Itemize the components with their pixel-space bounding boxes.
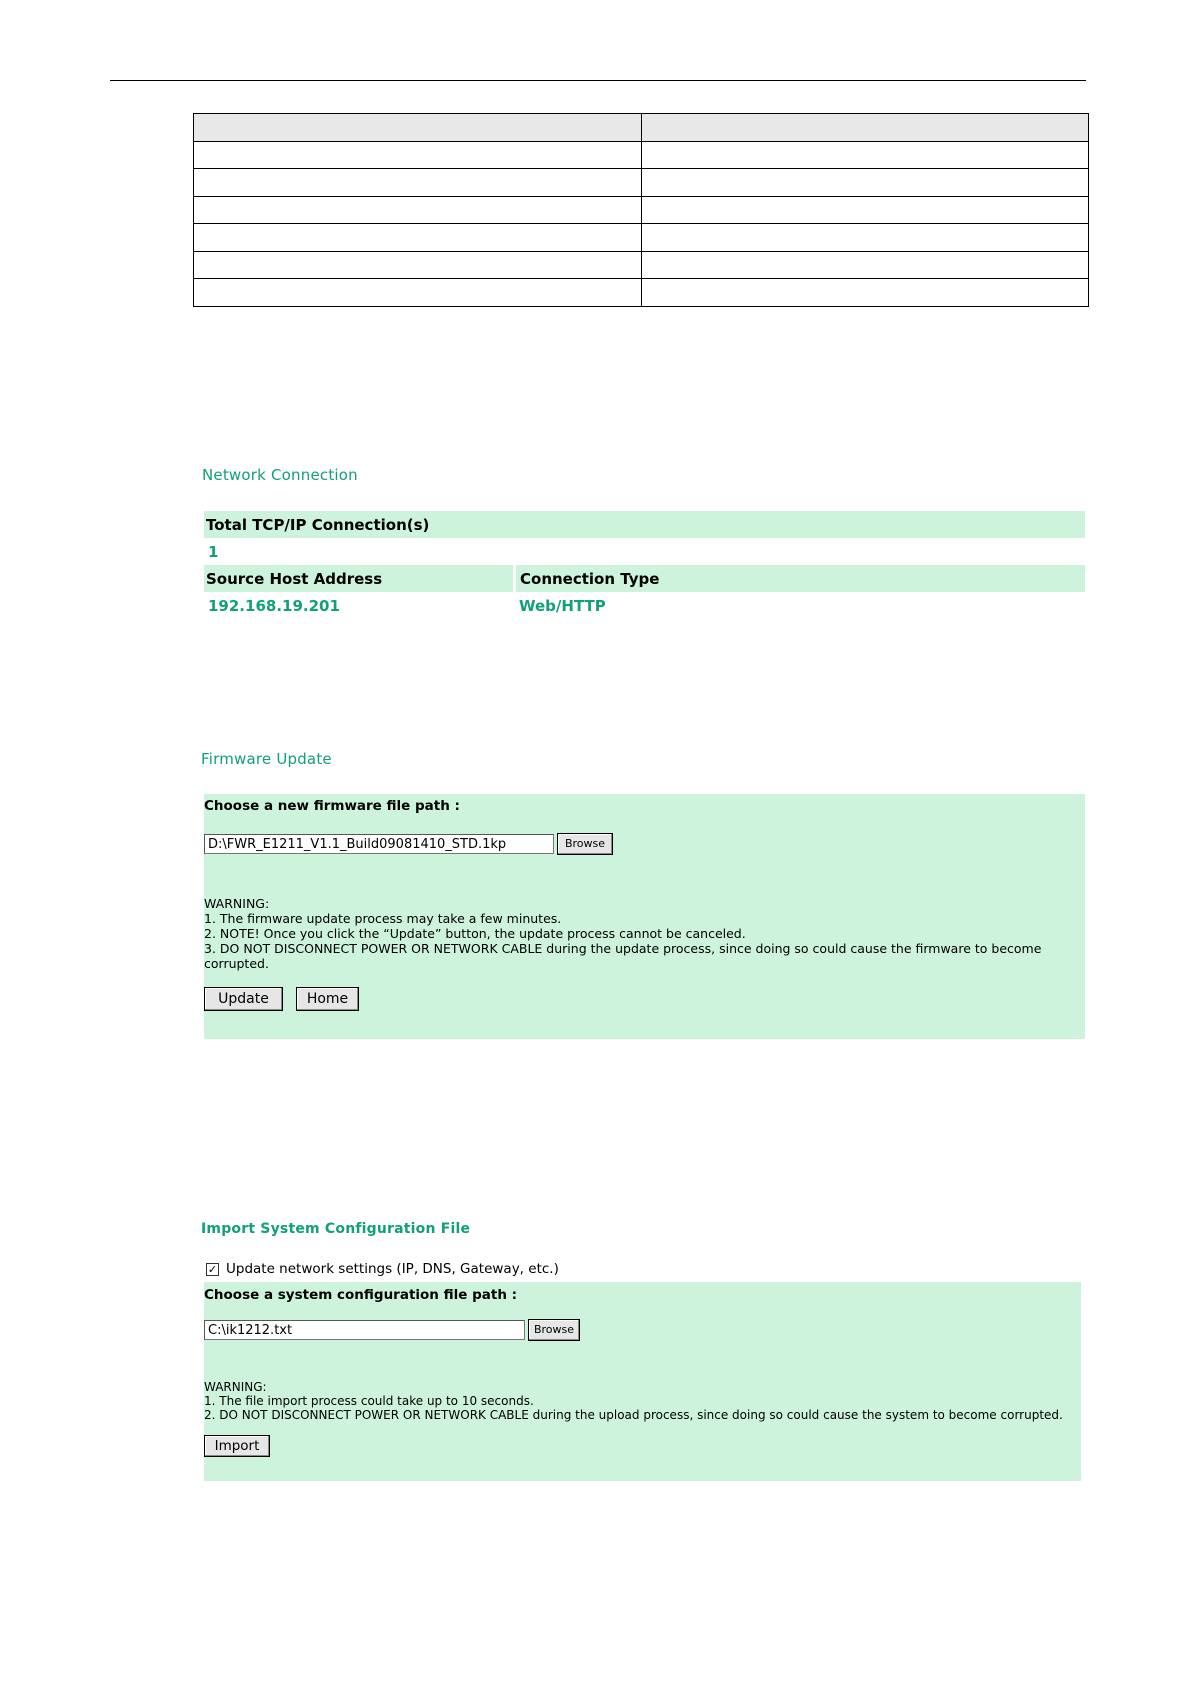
- total-connections-header: [204, 511, 1085, 538]
- home-button[interactable]: Home: [296, 987, 359, 1011]
- import-config-panel: [204, 1282, 1081, 1481]
- update-button[interactable]: Update: [204, 987, 283, 1011]
- config-path-label: Choose a system configuration file path :: [204, 1287, 518, 1303]
- config-warning-1: 1. The file import process could take up to 10 seconds.: [204, 1394, 534, 1408]
- firmware-browse-button[interactable]: Browse: [557, 833, 613, 855]
- network-connection-table: [204, 511, 1085, 619]
- config-browse-button[interactable]: Browse: [528, 1319, 580, 1341]
- table-row: [194, 224, 1089, 252]
- import-button[interactable]: Import: [204, 1435, 270, 1457]
- update-network-checkbox[interactable]: ✓: [207, 1263, 218, 1276]
- total-connections-value: 1: [208, 542, 219, 561]
- connection-type-cell: Web/HTTP: [519, 596, 606, 615]
- firmware-update-panel: [204, 794, 1085, 1039]
- connections-header-row: [204, 565, 1085, 592]
- table-row: [194, 196, 1089, 224]
- table-row: [194, 279, 1089, 307]
- update-network-checkbox-label: Update network settings (IP, DNS, Gateway, etc.): [226, 1261, 559, 1277]
- source-host-cell: 192.168.19.201: [208, 596, 340, 615]
- header-rule: [110, 80, 1086, 81]
- config-warning-2: 2. DO NOT DISCONNECT POWER OR NETWORK CABLE during the upload process, since doing so could cause the system to become corrupted.: [204, 1408, 1063, 1422]
- table-row: [194, 141, 1089, 169]
- firmware-update-title: Firmware Update: [201, 750, 332, 768]
- table-row: [194, 169, 1089, 197]
- firmware-warning-3-cont: corrupted.: [204, 956, 269, 971]
- firmware-path-input[interactable]: D:\FWR_E1211_V1.1_Build09081410_STD.1kp: [204, 834, 554, 854]
- firmware-warning-3: 3. DO NOT DISCONNECT POWER OR NETWORK CABLE during the update process, since doing so could cause the firmware to become: [204, 941, 1042, 956]
- import-config-title: Import System Configuration File: [201, 1221, 471, 1237]
- firmware-warning-1: 1. The firmware update process may take a few minutes.: [204, 911, 562, 926]
- firmware-path-label: Choose a new firmware file path :: [204, 798, 460, 814]
- connection-type-header: Connection Type: [520, 569, 660, 588]
- table-row: [204, 592, 1085, 619]
- table-row: [194, 251, 1089, 279]
- network-connection-title: Network Connection: [202, 466, 358, 484]
- firmware-warning-2: 2. NOTE! Once you click the “Update” button, the update process cannot be canceled.: [204, 926, 746, 941]
- blank-table: [193, 113, 1089, 307]
- total-connections-label: Total TCP/IP Connection(s): [206, 515, 430, 534]
- firmware-warning-title: WARNING:: [204, 896, 270, 911]
- source-host-header: Source Host Address: [204, 565, 516, 592]
- total-connections-row: [204, 538, 1085, 565]
- config-warning-title: WARNING:: [204, 1380, 267, 1394]
- table-header-row: [194, 114, 1089, 142]
- config-path-input[interactable]: C:\ik1212.txt: [204, 1320, 525, 1340]
